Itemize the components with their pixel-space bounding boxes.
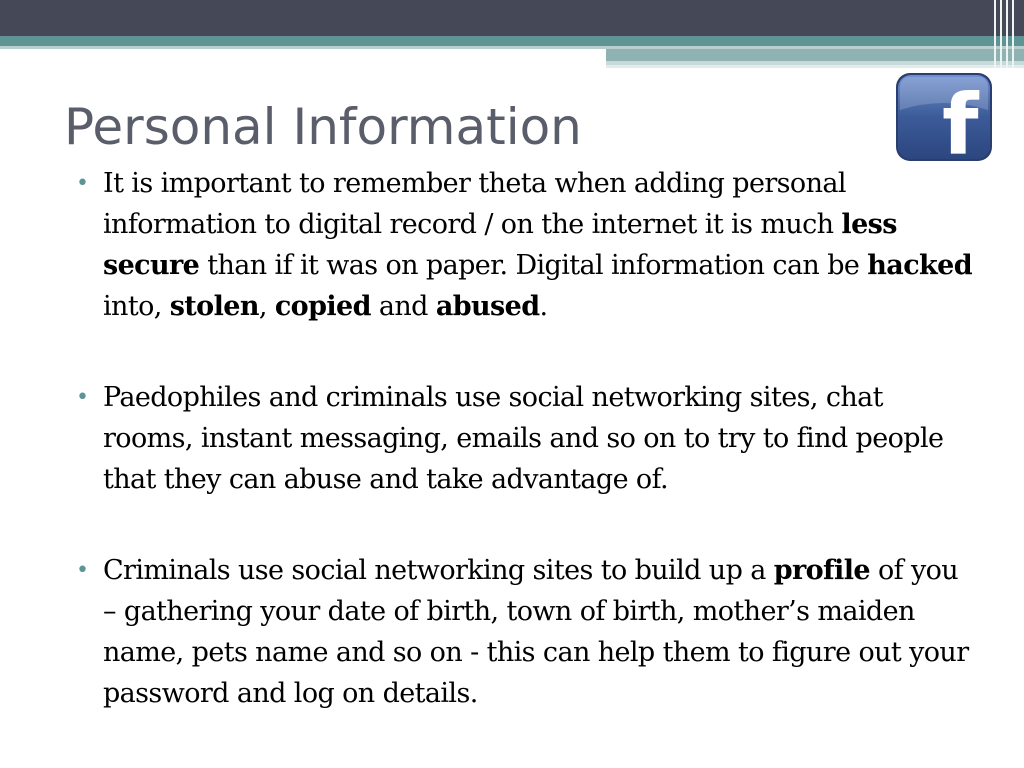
bullet-item bbox=[76, 550, 976, 714]
bullet-marker: • bbox=[76, 171, 89, 196]
facebook-f-icon bbox=[892, 70, 996, 164]
bullet-text: Criminals use social networking sites to build up a bbox=[103, 555, 774, 586]
bullet-marker: • bbox=[76, 385, 89, 410]
header-band-dark bbox=[0, 0, 1024, 36]
bullet-text-bold: profile bbox=[773, 555, 870, 586]
corner-lines-decoration bbox=[990, 0, 1024, 68]
bullet-text: into, bbox=[103, 291, 170, 322]
bullet-item bbox=[76, 163, 976, 327]
bullet-text: of you – gathering your date of birth, town of birth, mother’s maiden name, pets name and so on - this can help them to figure out your password and log on details. bbox=[103, 555, 969, 709]
bullet-list bbox=[76, 163, 976, 714]
bullet-text-bold: abused bbox=[435, 291, 540, 322]
svg-text:f: f bbox=[942, 76, 979, 164]
header-band-step bbox=[606, 49, 1024, 61]
header-band-step-fade-light bbox=[606, 65, 1024, 68]
bullet-text: It is important to remember theta when adding personal information to digital record / on the internet it is much bbox=[103, 168, 846, 240]
bullet-text: and bbox=[370, 291, 436, 322]
bullet-text: , bbox=[258, 291, 275, 322]
bullet-text-bold: hacked bbox=[867, 250, 972, 281]
slide-title: Personal Information bbox=[64, 98, 582, 156]
bullet-item bbox=[76, 377, 976, 500]
bullet-text: than if it was on paper. Digital information can be bbox=[199, 250, 868, 281]
bullet-text-bold: stolen bbox=[169, 291, 259, 322]
bullet-marker: • bbox=[76, 558, 89, 583]
header-band-teal bbox=[0, 36, 1024, 46]
bullet-text: . bbox=[539, 291, 548, 322]
bullet-text-bold: copied bbox=[274, 291, 371, 322]
bullet-text-bold: less secure bbox=[103, 209, 897, 281]
bullet-text: Paedophiles and criminals use social networking sites, chat rooms, instant messaging, emails and so on to try to find people that they can abuse and take advantage of. bbox=[103, 382, 944, 495]
